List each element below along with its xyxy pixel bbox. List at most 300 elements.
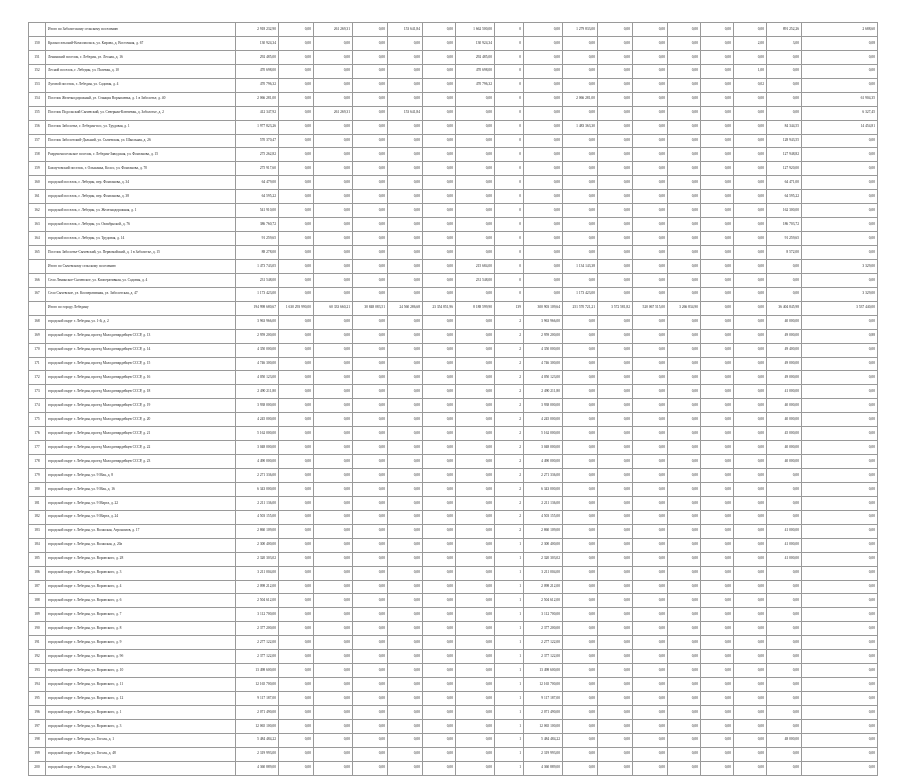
value-cell: 412 347,92: [236, 106, 279, 120]
value-cell: 1: [495, 650, 524, 664]
address-cell: городской округ г. Лебедин, ул. 9 Марта, д. 22: [46, 496, 236, 510]
value-cell: 3 963 966,00: [524, 315, 563, 329]
value-cell: 0,00: [314, 692, 353, 706]
table-row: [29, 371, 878, 385]
value-cell: 2 377 122,00: [524, 650, 563, 664]
value-cell: 0,00: [314, 36, 353, 50]
value-cell: 0: [495, 92, 524, 106]
value-cell: 0,00: [668, 719, 701, 733]
value-cell: 4 490 000,00: [236, 455, 279, 469]
value-cell: 0,00: [279, 594, 314, 608]
value-cell: 0,00: [456, 482, 495, 496]
value-cell: 0,00: [524, 232, 563, 246]
value-cell: 0,00: [423, 399, 456, 413]
value-cell: 0,00: [701, 692, 734, 706]
value-cell: 0,00: [314, 719, 353, 733]
value-cell: 0,00: [802, 413, 878, 427]
value-cell: 2: [495, 510, 524, 524]
value-cell: 0,00: [563, 733, 598, 747]
table-row: [29, 580, 878, 594]
value-cell: 0,00: [279, 329, 314, 343]
value-cell: 0,00: [668, 636, 701, 650]
value-cell: 0,00: [633, 636, 668, 650]
value-cell: 0,00: [524, 204, 563, 218]
value-cell: 0,00: [668, 246, 701, 260]
value-cell: 0,00: [767, 469, 802, 483]
value-cell: 0,00: [353, 50, 388, 64]
value-cell: 0,00: [388, 664, 423, 678]
value-cell: 0,00: [598, 441, 633, 455]
value-cell: 0,00: [668, 50, 701, 64]
value-cell: 0,00: [767, 580, 802, 594]
value-cell: 3 112 700,00: [236, 608, 279, 622]
value-cell: 9 117 187,00: [236, 692, 279, 706]
value-cell: 4 350 000,00: [524, 343, 563, 357]
value-cell: 0,00: [456, 329, 495, 343]
value-cell: 0,00: [598, 733, 633, 747]
value-cell: 0: [495, 162, 524, 176]
value-cell: 0,00: [279, 232, 314, 246]
value-cell: 0,00: [633, 413, 668, 427]
value-cell: 0,00: [423, 552, 456, 566]
value-cell: 0,00: [279, 524, 314, 538]
value-cell: 0,00: [633, 594, 668, 608]
value-cell: 0,00: [701, 246, 734, 260]
value-cell: 0,00: [701, 678, 734, 692]
value-cell: 0,00: [388, 580, 423, 594]
value-cell: 0,00: [767, 106, 802, 120]
value-cell: 0,00: [423, 148, 456, 162]
value-cell: 0,00: [668, 538, 701, 552]
value-cell: 0,00: [388, 176, 423, 190]
value-cell: 0,00: [524, 50, 563, 64]
value-cell: 0,00: [279, 622, 314, 636]
value-cell: 139: [495, 301, 524, 315]
value-cell: 0,00: [524, 78, 563, 92]
value-cell: 0,00: [734, 343, 767, 357]
value-cell: 0,00: [456, 427, 495, 441]
value-cell: 0,00: [802, 594, 878, 608]
value-cell: 0,00: [802, 469, 878, 483]
value-cell: 0,00: [668, 162, 701, 176]
value-cell: 0,00: [423, 232, 456, 246]
table-row: [29, 246, 878, 260]
value-cell: 0,00: [802, 496, 878, 510]
row-number-cell: 178: [29, 455, 46, 469]
value-cell: 40 000,00: [767, 399, 802, 413]
value-cell: 0,00: [388, 134, 423, 148]
value-cell: 0,00: [598, 385, 633, 399]
value-cell: 0,00: [456, 594, 495, 608]
value-cell: 0,00: [598, 343, 633, 357]
value-cell: 0,00: [668, 566, 701, 580]
address-cell: городской округ г. Лебедин, ул. Воровского, д. 9б: [46, 650, 236, 664]
value-cell: 2: [495, 385, 524, 399]
value-cell: 0,00: [314, 733, 353, 747]
row-number-cell: 194: [29, 678, 46, 692]
value-cell: 0,00: [314, 273, 353, 287]
value-cell: 0,00: [701, 747, 734, 761]
value-cell: 0,00: [633, 134, 668, 148]
table-row: [29, 218, 878, 232]
value-cell: 275 917,60: [236, 162, 279, 176]
value-cell: 0,00: [388, 455, 423, 469]
value-cell: 0,00: [524, 190, 563, 204]
address-cell: Разрушеносельское поселок, г. Лебедин-Заводская, ул. Фонтанова, д. 15: [46, 148, 236, 162]
value-cell: 40 000,00: [767, 413, 802, 427]
value-cell: 0,00: [598, 747, 633, 761]
value-cell: 6 343 000,00: [236, 482, 279, 496]
value-cell: 0,00: [668, 441, 701, 455]
document-page: [28, 22, 878, 776]
value-cell: 0,00: [314, 650, 353, 664]
value-cell: 3 211 004,00: [524, 566, 563, 580]
row-number-cell: 192: [29, 650, 46, 664]
value-cell: 0,00: [314, 399, 353, 413]
row-number-cell: 155: [29, 106, 46, 120]
value-cell: 0,00: [701, 134, 734, 148]
address-cell: городской поселок, г. Лебедин, ул. Октябрьской, д. 76: [46, 218, 236, 232]
value-cell: 0,00: [279, 259, 314, 273]
value-cell: 0,00: [456, 664, 495, 678]
value-cell: 3 048 000,00: [236, 441, 279, 455]
value-cell: 0,00: [563, 399, 598, 413]
value-cell: 0,00: [423, 538, 456, 552]
value-cell: 127 920,00: [767, 162, 802, 176]
value-cell: 0,00: [388, 120, 423, 134]
address-cell: городской округ г. Лебедин, ул. 9 Мая, д. 16: [46, 482, 236, 496]
value-cell: 0,00: [423, 120, 456, 134]
value-cell: 0,00: [388, 315, 423, 329]
value-cell: 2 319 993,00: [236, 747, 279, 761]
value-cell: 0,00: [668, 36, 701, 50]
value-cell: 0,00: [524, 23, 563, 37]
row-number-cell: 174: [29, 399, 46, 413]
value-cell: 0,00: [598, 594, 633, 608]
address-cell: Поселок Железнодорожный, ул. Станция Ворыпаевка, д. 1 в Заболотье, д. 40: [46, 92, 236, 106]
value-cell: 0,00: [598, 190, 633, 204]
value-cell: 0,00: [524, 92, 563, 106]
value-cell: 0: [495, 106, 524, 120]
table-row: [29, 204, 878, 218]
value-cell: 0,00: [598, 246, 633, 260]
value-cell: 0,00: [388, 204, 423, 218]
value-cell: 0,00: [734, 664, 767, 678]
table-row: [29, 190, 878, 204]
row-number-cell: 186: [29, 566, 46, 580]
value-cell: 0,00: [734, 692, 767, 706]
value-cell: 0,00: [456, 134, 495, 148]
address-cell: городской округ г. Лебедин, ул. Воровского, д. 1: [46, 705, 236, 719]
value-cell: 130 924,34: [236, 36, 279, 50]
value-cell: 0,00: [279, 287, 314, 301]
address-cell: городской округ г. Лебедин, ул. Волжская, Агрономов, д. 17: [46, 524, 236, 538]
value-cell: 0,00: [734, 761, 767, 775]
value-cell: 0,00: [563, 148, 598, 162]
value-cell: 91 259,65: [236, 232, 279, 246]
value-cell: 0,00: [388, 413, 423, 427]
value-cell: 0,00: [598, 148, 633, 162]
value-cell: 41 000,00: [767, 552, 802, 566]
value-cell: 0,00: [802, 64, 878, 78]
row-number-cell: 198: [29, 733, 46, 747]
value-cell: 91 259,65: [767, 232, 802, 246]
value-cell: 0,00: [314, 524, 353, 538]
table-row: [29, 552, 878, 566]
value-cell: 0,88: [802, 329, 878, 343]
value-cell: 0,00: [802, 524, 878, 538]
value-cell: 0,00: [633, 78, 668, 92]
address-cell: Красносельский-Комсомольск, ул. Кирова, д. Восточная, д. 67: [46, 36, 236, 50]
value-cell: 40 000,00: [767, 455, 802, 469]
value-cell: 2: [495, 399, 524, 413]
value-cell: 30 848 083,51: [353, 301, 388, 315]
value-cell: 0,00: [388, 427, 423, 441]
value-cell: 0,00: [633, 719, 668, 733]
value-cell: 1 134 143,38: [563, 259, 598, 273]
value-cell: 24 560 286,68: [388, 301, 423, 315]
value-cell: 0,00: [701, 106, 734, 120]
value-cell: 0,00: [633, 204, 668, 218]
value-cell: 0,00: [598, 678, 633, 692]
value-cell: 0,00: [598, 580, 633, 594]
value-cell: 0,00: [279, 580, 314, 594]
value-cell: 41 000,00: [767, 524, 802, 538]
value-cell: 0,00: [734, 218, 767, 232]
value-cell: 0,00: [767, 50, 802, 64]
row-number-cell: 180: [29, 482, 46, 496]
value-cell: 0,00: [802, 636, 878, 650]
value-cell: 2: [495, 524, 524, 538]
value-cell: 0,00: [388, 329, 423, 343]
row-number-cell: 163: [29, 218, 46, 232]
value-cell: 0,00: [423, 719, 456, 733]
value-cell: 0,00: [598, 413, 633, 427]
value-cell: 0,00: [314, 329, 353, 343]
value-cell: 0,00: [633, 36, 668, 50]
address-cell: городской округ г. Лебедин, проезд Молодогвардейцев СССР, д. 18: [46, 385, 236, 399]
value-cell: 0,00: [701, 64, 734, 78]
value-cell: 0,00: [279, 78, 314, 92]
value-cell: 0,00: [701, 162, 734, 176]
value-cell: 0,00: [314, 455, 353, 469]
value-cell: 0,00: [456, 761, 495, 775]
value-cell: 0,00: [734, 566, 767, 580]
value-cell: 64 595,22: [236, 190, 279, 204]
value-cell: 0,00: [279, 705, 314, 719]
table-row: [29, 566, 878, 580]
address-cell: Бахмутовский поселок, г. Ольшанка, Колос, ул. Фонтанова, д. 70: [46, 162, 236, 176]
value-cell: 1 662 500,00: [456, 23, 495, 37]
value-cell: 0,00: [456, 636, 495, 650]
value-cell: 0,00: [701, 329, 734, 343]
value-cell: 2 066 281,00: [563, 92, 598, 106]
value-cell: 0,00: [633, 650, 668, 664]
value-cell: 0,00: [388, 399, 423, 413]
value-cell: 0,00: [279, 246, 314, 260]
value-cell: 0,00: [633, 106, 668, 120]
value-cell: 13 498 600,00: [524, 664, 563, 678]
value-cell: 0,00: [388, 218, 423, 232]
value-cell: 0,00: [767, 273, 802, 287]
value-cell: 0,00: [734, 204, 767, 218]
value-cell: 3 329,00: [802, 259, 878, 273]
value-cell: 0,00: [598, 357, 633, 371]
value-cell: 0,00: [701, 204, 734, 218]
value-cell: 0,00: [353, 441, 388, 455]
row-number-cell: 161: [29, 190, 46, 204]
value-cell: 0,00: [668, 664, 701, 678]
value-cell: 0,00: [701, 524, 734, 538]
value-cell: 0,00: [456, 566, 495, 580]
value-cell: 0,00: [598, 106, 633, 120]
address-cell: городской округ г. Лебедин, проезд Молодогвардейцев СССР, д. 13: [46, 329, 236, 343]
value-cell: 0,00: [279, 176, 314, 190]
value-cell: 0,00: [423, 427, 456, 441]
value-cell: 0,00: [279, 162, 314, 176]
value-cell: 0,00: [598, 176, 633, 190]
value-cell: 40 000,00: [767, 441, 802, 455]
value-cell: 0,00: [734, 301, 767, 315]
value-cell: 470 698,00: [456, 64, 495, 78]
value-cell: 5 484 484,22: [524, 733, 563, 747]
value-cell: 41 000,00: [767, 385, 802, 399]
value-cell: 0,00: [314, 496, 353, 510]
value-cell: 0,00: [734, 23, 767, 37]
value-cell: 0,00: [598, 329, 633, 343]
value-cell: 261 269,31: [314, 23, 353, 37]
value-cell: 0,00: [563, 552, 598, 566]
value-cell: 0,00: [701, 594, 734, 608]
value-cell: 0,00: [802, 273, 878, 287]
value-cell: 2 490 211,80: [524, 385, 563, 399]
value-cell: 1: [495, 705, 524, 719]
value-cell: 0,00: [456, 204, 495, 218]
value-cell: 9 117 187,00: [524, 692, 563, 706]
value-cell: 0,00: [388, 259, 423, 273]
value-cell: 0,00: [279, 761, 314, 775]
table-row: [29, 287, 878, 301]
value-cell: 0,00: [668, 176, 701, 190]
value-cell: 0,00: [598, 636, 633, 650]
value-cell: 0,00: [563, 441, 598, 455]
value-cell: 0,00: [279, 106, 314, 120]
value-cell: 0,00: [668, 385, 701, 399]
value-cell: 0,00: [388, 385, 423, 399]
value-cell: 0,00: [633, 566, 668, 580]
value-cell: 1 173 423,00: [236, 287, 279, 301]
value-cell: 0,00: [802, 664, 878, 678]
value-cell: 0,00: [734, 176, 767, 190]
value-cell: 0,00: [802, 134, 878, 148]
table-body: [29, 23, 878, 776]
value-cell: 0,00: [423, 218, 456, 232]
value-cell: 0,00: [598, 218, 633, 232]
value-cell: 0,00: [314, 747, 353, 761]
value-cell: 0: [495, 78, 524, 92]
value-cell: 0,00: [279, 664, 314, 678]
value-cell: 0,00: [388, 36, 423, 50]
row-number-cell: 157: [29, 134, 46, 148]
address-cell: городской округ г. Лебедин, ул. Воровского, д. 3: [46, 566, 236, 580]
value-cell: 0,00: [353, 176, 388, 190]
value-cell: 0,00: [734, 190, 767, 204]
value-cell: 0,00: [701, 148, 734, 162]
value-cell: 12 165 700,00: [236, 678, 279, 692]
value-cell: 0,00: [423, 496, 456, 510]
value-cell: 4 245 000,00: [524, 413, 563, 427]
value-cell: 0,00: [633, 399, 668, 413]
table-row: [29, 427, 878, 441]
value-cell: 0,00: [701, 23, 734, 37]
value-cell: 0,00: [423, 664, 456, 678]
value-cell: 0,00: [767, 636, 802, 650]
value-cell: 0,00: [353, 705, 388, 719]
value-cell: 0,00: [353, 246, 388, 260]
value-cell: 0,00: [563, 329, 598, 343]
value-cell: 0,00: [456, 733, 495, 747]
value-cell: 1 977 823,26: [236, 120, 279, 134]
value-cell: 0,00: [388, 650, 423, 664]
value-cell: 0,00: [598, 287, 633, 301]
value-cell: 0,00: [353, 496, 388, 510]
value-cell: 0,00: [668, 427, 701, 441]
value-cell: 0,00: [701, 552, 734, 566]
value-cell: 0,00: [598, 273, 633, 287]
value-cell: 0,00: [353, 92, 388, 106]
value-cell: 0,00: [802, 650, 878, 664]
value-cell: 0,00: [279, 441, 314, 455]
address-cell: городской округ г. Лебедин, ул. Воровского, д. 28: [46, 552, 236, 566]
value-cell: 0,00: [701, 176, 734, 190]
table-row: [29, 719, 878, 733]
table-row: [29, 636, 878, 650]
value-cell: 0,00: [668, 705, 701, 719]
value-cell: 0,00: [701, 538, 734, 552]
value-cell: 0,00: [423, 705, 456, 719]
value-cell: 0,00: [701, 190, 734, 204]
address-cell: городской округ г. Лебедин, ул. Гоголя, д. 48: [46, 747, 236, 761]
table-row: [29, 622, 878, 636]
row-number-cell: 176: [29, 427, 46, 441]
value-cell: 48 000,00: [767, 733, 802, 747]
value-cell: 0,00: [423, 413, 456, 427]
value-cell: 0,00: [633, 622, 668, 636]
value-cell: 1 279 833,00: [563, 23, 598, 37]
value-cell: 0,00: [353, 399, 388, 413]
value-cell: 0,00: [598, 664, 633, 678]
table-row: [29, 413, 878, 427]
value-cell: 0,00: [314, 259, 353, 273]
value-cell: 0,00: [802, 371, 878, 385]
value-cell: 2 071 490,00: [524, 705, 563, 719]
row-number-cell: 156: [29, 120, 46, 134]
value-cell: 0,00: [633, 692, 668, 706]
value-cell: 0,00: [701, 343, 734, 357]
table-row: [29, 273, 878, 287]
value-cell: 13 498 600,00: [236, 664, 279, 678]
value-cell: 0,00: [423, 482, 456, 496]
value-cell: 0,00: [598, 78, 633, 92]
value-cell: 0,00: [701, 78, 734, 92]
value-cell: 0,00: [668, 204, 701, 218]
value-cell: 0,00: [388, 594, 423, 608]
value-cell: 0,00: [598, 232, 633, 246]
address-cell: Село Сычевское, ул. Кооперативная, ул. Заболотская, д. 47: [46, 287, 236, 301]
value-cell: 0,00: [353, 719, 388, 733]
value-cell: 0,00: [633, 455, 668, 469]
value-cell: 0,00: [598, 371, 633, 385]
